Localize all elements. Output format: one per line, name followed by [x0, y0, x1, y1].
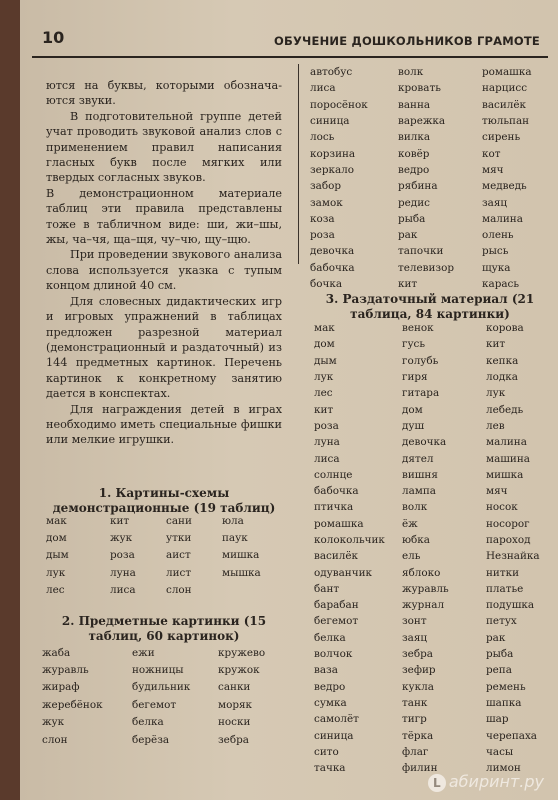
- word-cell: мяч: [486, 485, 508, 498]
- word-cell: слон: [42, 733, 68, 746]
- word-cell: кит: [486, 338, 506, 351]
- table-row: [46, 529, 272, 546]
- table-row: [314, 499, 558, 515]
- word-cell: лес: [314, 387, 333, 400]
- table-row: [314, 516, 558, 532]
- page-header: [32, 28, 548, 58]
- word-cell: кот: [482, 147, 501, 160]
- word-cell: слон: [166, 584, 192, 597]
- table-row: [42, 661, 294, 678]
- table-row: [310, 145, 556, 161]
- paragraph: В подготовительной группе детей учат проводить звуковой анализ слов с применением правил написания гласных букв после мягких или твердых согласных звуков.: [46, 109, 282, 185]
- table-row: [314, 336, 558, 352]
- word-cell: жаба: [42, 646, 71, 659]
- table-row: [314, 564, 558, 580]
- word-cell: жук: [110, 532, 133, 545]
- word-cell: тапочки: [398, 245, 444, 258]
- table-row: [310, 243, 556, 259]
- table-row: [314, 695, 558, 711]
- word-cell: мяч: [482, 163, 504, 176]
- table-row: [42, 679, 294, 696]
- word-cell: кровать: [398, 82, 441, 95]
- word-cell: журавль: [42, 664, 89, 677]
- word-cell: сито: [314, 745, 339, 758]
- word-cell: платье: [486, 582, 524, 595]
- word-cell: птичка: [314, 501, 354, 514]
- table-row: [42, 731, 294, 748]
- word-cell: пароход: [486, 534, 531, 546]
- word-cell: карась: [482, 278, 520, 290]
- table-row: [310, 129, 556, 145]
- paragraph: В демонстрационном материале таблиц эти правила представлены тоже в табличном виде: ши, жи–шы, жы, ча–чя, ща–щя, чу–чю, щу–щю.: [46, 186, 282, 247]
- word-cell: вишня: [402, 468, 438, 481]
- word-cell: ковёр: [398, 147, 430, 160]
- word-cell: вилка: [398, 131, 431, 144]
- table-row: [46, 512, 272, 529]
- table-row: [310, 194, 556, 210]
- table-row: [314, 418, 558, 434]
- word-cell: ежи: [132, 646, 155, 659]
- word-cell: телевизор: [398, 261, 454, 274]
- table-row: [310, 162, 556, 178]
- table-row: [310, 227, 556, 243]
- table-row: [314, 467, 558, 483]
- word-cell: шар: [486, 713, 509, 726]
- word-cell: дым: [46, 549, 69, 562]
- word-cell: черепаха: [486, 729, 537, 742]
- section1-title: 1. Картины-схемы демонстрационные (19 таблиц): [52, 486, 276, 515]
- table-row: [314, 630, 558, 646]
- table-row: [314, 353, 558, 369]
- word-cell: лук: [46, 566, 66, 579]
- word-cell: бант: [314, 582, 340, 595]
- word-cell: щука: [482, 261, 511, 274]
- word-cell: часы: [486, 745, 514, 758]
- section2-word-table: [42, 644, 294, 748]
- word-cell: ножницы: [132, 664, 184, 677]
- word-cell: ванна: [398, 98, 431, 111]
- section3-title: 3. Раздаточный материал (21 таблица, 84 картинки): [325, 292, 535, 321]
- word-cell: кит: [314, 403, 334, 416]
- word-cell: замок: [310, 196, 343, 209]
- table-row: [314, 679, 558, 695]
- word-cell: аист: [166, 549, 191, 562]
- table-row: [42, 696, 294, 713]
- word-cell: рыба: [486, 648, 514, 661]
- word-cell: колокольчик: [314, 534, 385, 546]
- table-row: [310, 178, 556, 194]
- table-row: [314, 581, 558, 597]
- section2-continued-word-table: [310, 64, 556, 292]
- word-cell: паук: [222, 532, 248, 545]
- word-cell: ель: [402, 550, 421, 563]
- page-number: 10: [42, 28, 65, 47]
- word-cell: малина: [486, 436, 527, 449]
- table-row: [314, 483, 558, 499]
- word-cell: дятел: [402, 452, 434, 465]
- paragraph: При проведении звукового анализа слова используется указка с тупым концом длиной 40 см.: [46, 248, 282, 293]
- word-cell: носок: [486, 501, 518, 514]
- word-cell: репа: [486, 664, 512, 677]
- table-row: [314, 646, 558, 662]
- word-cell: зебра: [218, 733, 249, 746]
- watermark: [428, 772, 544, 792]
- word-cell: флаг: [402, 745, 429, 758]
- table-row: [314, 613, 558, 629]
- section3-word-table: [314, 320, 558, 776]
- word-cell: зебра: [402, 648, 433, 661]
- word-cell: венок: [402, 322, 434, 335]
- word-cell: василёк: [314, 550, 359, 563]
- word-cell: яблоко: [402, 566, 441, 579]
- table-row: [310, 260, 556, 276]
- word-cell: носки: [218, 716, 251, 729]
- word-cell: лампа: [402, 485, 436, 498]
- word-cell: бегемот: [314, 615, 359, 628]
- table-row: [310, 113, 556, 129]
- word-cell: ведро: [398, 163, 430, 176]
- word-cell: дом: [402, 403, 423, 416]
- table-row: [314, 434, 558, 450]
- word-cell: девочка: [402, 436, 447, 449]
- word-cell: лиса: [310, 82, 336, 95]
- word-cell: петух: [486, 615, 517, 628]
- word-cell: забор: [310, 180, 342, 193]
- word-cell: луна: [314, 436, 340, 449]
- word-cell: дым: [314, 354, 337, 367]
- word-cell: жук: [42, 716, 65, 729]
- word-cell: лиса: [110, 584, 136, 597]
- word-cell: медведь: [482, 180, 527, 193]
- word-cell: олень: [482, 229, 514, 242]
- word-cell: ведро: [314, 680, 346, 693]
- word-cell: солнце: [314, 468, 353, 481]
- table-row: [314, 597, 558, 613]
- word-cell: мак: [314, 322, 335, 335]
- word-cell: зефир: [402, 664, 436, 677]
- word-cell: автобус: [310, 66, 353, 79]
- word-cell: коза: [310, 212, 335, 225]
- word-cell: лимон: [486, 762, 521, 775]
- word-cell: сирень: [482, 131, 521, 144]
- word-cell: тачка: [314, 762, 346, 775]
- word-cell: юбка: [402, 534, 430, 546]
- column-divider: [298, 64, 299, 264]
- word-cell: лось: [310, 131, 335, 144]
- table-row: [314, 320, 558, 336]
- word-cell: роза: [310, 229, 335, 242]
- word-cell: моряк: [218, 698, 253, 711]
- left-column-text: [46, 78, 282, 448]
- word-cell: девочка: [310, 245, 355, 258]
- word-cell: гусь: [402, 338, 426, 351]
- table-row: [314, 385, 558, 401]
- word-cell: ромашка: [482, 66, 532, 79]
- word-cell: носорог: [486, 517, 530, 530]
- word-cell: Незнайка: [486, 550, 540, 563]
- word-cell: кукла: [402, 680, 434, 693]
- word-cell: нарцисс: [482, 82, 528, 95]
- word-cell: тюльпан: [482, 115, 530, 128]
- word-cell: нитки: [486, 566, 520, 579]
- word-cell: мишка: [486, 468, 524, 481]
- word-cell: синица: [310, 115, 350, 128]
- word-cell: кит: [110, 514, 130, 527]
- word-cell: роза: [314, 419, 339, 432]
- table-row: [314, 532, 558, 548]
- section1-word-table: [46, 512, 272, 599]
- word-cell: голубь: [402, 354, 439, 367]
- word-cell: гитара: [402, 387, 440, 400]
- word-cell: ёж: [402, 517, 418, 530]
- table-row: [314, 450, 558, 466]
- word-cell: рысь: [482, 245, 509, 258]
- paragraph: Для награждения детей в играх необходимо иметь специальные фишки или мелкие игрушки.: [46, 402, 282, 447]
- table-row: [314, 369, 558, 385]
- word-cell: шапка: [486, 696, 522, 709]
- word-cell: рыба: [398, 212, 426, 225]
- word-cell: лодка: [486, 371, 518, 384]
- word-cell: корзина: [310, 147, 356, 160]
- word-cell: кружок: [218, 664, 260, 677]
- word-cell: рак: [398, 229, 418, 242]
- table-row: [314, 548, 558, 564]
- word-cell: подушка: [486, 599, 535, 612]
- word-cell: лук: [314, 371, 334, 384]
- word-cell: волк: [402, 501, 428, 514]
- table-row: [42, 644, 294, 661]
- word-cell: синица: [314, 729, 354, 742]
- word-cell: волк: [398, 66, 424, 79]
- word-cell: кружево: [218, 646, 266, 659]
- word-cell: ромашка: [314, 517, 364, 530]
- word-cell: зонт: [402, 615, 427, 628]
- word-cell: лиса: [314, 452, 340, 465]
- word-cell: танк: [402, 696, 428, 709]
- word-cell: кепка: [486, 354, 519, 367]
- word-cell: луна: [110, 566, 136, 579]
- word-cell: бегемот: [132, 698, 177, 711]
- word-cell: заяц: [402, 631, 428, 644]
- word-cell: варежка: [398, 115, 446, 128]
- word-cell: санки: [218, 681, 251, 694]
- table-row: [310, 97, 556, 113]
- labirint-logo-icon: L: [428, 774, 446, 792]
- word-cell: белка: [132, 716, 164, 729]
- table-row: [314, 744, 558, 760]
- running-title: ОБУЧЕНИЕ ДОШКОЛЬНИКОВ ГРАМОТЕ: [274, 34, 540, 48]
- word-cell: филин: [402, 762, 438, 775]
- table-row: [42, 714, 294, 731]
- word-cell: лес: [46, 584, 65, 597]
- word-cell: зеркало: [310, 163, 355, 176]
- table-row: [314, 662, 558, 678]
- book-page: [20, 0, 558, 800]
- word-cell: мишка: [222, 549, 260, 562]
- word-cell: душ: [402, 419, 425, 432]
- word-cell: ваза: [314, 664, 338, 677]
- word-cell: рак: [486, 631, 506, 644]
- word-cell: барабан: [314, 599, 359, 612]
- word-cell: лист: [166, 566, 192, 579]
- word-cell: берёза: [132, 733, 170, 746]
- word-cell: корова: [486, 322, 524, 335]
- word-cell: журавль: [402, 582, 449, 595]
- word-cell: кит: [398, 278, 418, 290]
- table-row: [314, 401, 558, 417]
- word-cell: журнал: [402, 599, 445, 612]
- word-cell: рябина: [398, 180, 438, 193]
- word-cell: лук: [486, 387, 506, 400]
- word-cell: тигр: [402, 713, 427, 726]
- word-cell: жеребёнок: [42, 698, 103, 711]
- word-cell: василёк: [482, 98, 527, 111]
- word-cell: жираф: [42, 681, 80, 694]
- table-row: [314, 711, 558, 727]
- word-cell: волчок: [314, 648, 353, 661]
- word-cell: редис: [398, 196, 430, 209]
- word-cell: лев: [486, 419, 505, 432]
- watermark-text: абиринт.ру: [448, 772, 544, 791]
- word-cell: бочка: [310, 278, 343, 290]
- word-cell: бабочка: [314, 485, 359, 498]
- word-cell: одуванчик: [314, 566, 373, 579]
- word-cell: малина: [482, 212, 523, 225]
- word-cell: тёрка: [402, 729, 434, 742]
- word-cell: лебедь: [486, 403, 524, 416]
- word-cell: бабочка: [310, 261, 355, 274]
- word-cell: юла: [222, 514, 244, 527]
- word-cell: мак: [46, 514, 67, 527]
- word-cell: самолёт: [314, 713, 359, 726]
- word-cell: машина: [486, 452, 530, 465]
- word-cell: ремень: [486, 680, 526, 693]
- paragraph: Для словесных дидактических игр и игровых упражнений в таблицах предложен разрезной материал (демонстрационный и раздаточный) из 144 предметных картинок. Перечень картинок к конкретному занятию дается в конспектах.: [46, 294, 282, 401]
- word-cell: поросёнок: [310, 98, 368, 111]
- table-row: [46, 582, 272, 599]
- table-row: [310, 276, 556, 292]
- word-cell: дом: [46, 532, 67, 545]
- table-row: [314, 727, 558, 743]
- table-row: [310, 64, 556, 80]
- word-cell: дом: [314, 338, 335, 351]
- word-cell: будильник: [132, 681, 191, 694]
- word-cell: белка: [314, 631, 346, 644]
- table-row: [310, 211, 556, 227]
- table-row: [46, 564, 272, 581]
- table-row: [46, 547, 272, 564]
- section2-title: 2. Предметные картинки (15 таблиц, 60 картинок): [61, 614, 267, 643]
- table-row: [310, 80, 556, 96]
- word-cell: утки: [166, 532, 192, 545]
- paragraph: ются на буквы, которыми обознача-ются звуки.: [46, 79, 282, 108]
- word-cell: заяц: [482, 196, 508, 209]
- word-cell: роза: [110, 549, 135, 562]
- word-cell: гиря: [402, 371, 428, 384]
- word-cell: мышка: [222, 566, 261, 579]
- word-cell: сани: [166, 514, 192, 527]
- word-cell: сумка: [314, 696, 347, 709]
